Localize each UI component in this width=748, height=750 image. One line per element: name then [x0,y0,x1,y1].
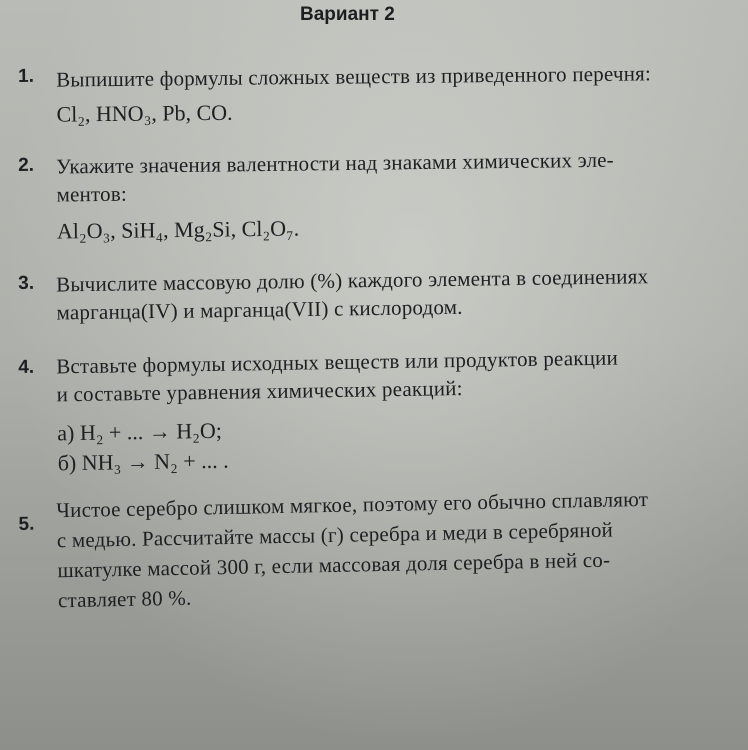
task-line: Выпишите формулы сложных веществ из приведенного перечня: [56,61,652,92]
task-line: Укажите значения валентности над знаками химических эле- [56,147,615,179]
task-line: с медью. Рассчитайте массы (г) серебра и меди в серебряной [56,517,614,553]
task-line: ментов: [56,181,128,207]
reaction-item-b: б) NH₃ → N₂ + ... . [57,447,229,476]
task-line: шкатулке массой 300 г, если массовая доля серебра в ней со- [57,547,611,583]
task-4 [18,342,734,476]
task-2 [18,144,734,244]
task-number: 2. [18,154,35,176]
page-title: Вариант 2 [300,4,395,25]
formula-list: Al₂O₃, SiH₄, Mg₂Si, Cl₂O₇. [56,215,300,244]
formula-list: Cl₂, HNO₃, Pb, CO. [56,99,233,127]
task-text [56,482,736,615]
task-line: марганца(IV) и марганца(VII) с кислородом. [56,294,463,325]
task-line: Вычислите массовую долю (%) каждого элемента в соединениях [56,264,649,297]
task-1 [18,59,734,127]
task-line: Вставьте формулы исходных веществ или продуктов реакции [56,345,619,379]
task-text [56,144,735,208]
task-text [56,59,734,94]
task-text [56,342,735,409]
task-5 [18,482,734,613]
reaction-list [57,416,229,479]
task-3 [18,261,734,325]
task-number: 5. [18,513,35,535]
task-number: 1. [18,65,35,87]
task-text [56,261,735,326]
task-number: 4. [18,356,35,378]
task-line: ставляет 80 %. [57,585,192,613]
task-number: 3. [18,272,35,294]
task-line: и составьте уравнения химических реакций: [56,376,463,407]
reaction-item-a: а) H₂ + ... → H₂O; [57,417,223,446]
task-line: Чистое серебро слишком мягкое, поэтому его обычно сплавляют [56,486,649,523]
